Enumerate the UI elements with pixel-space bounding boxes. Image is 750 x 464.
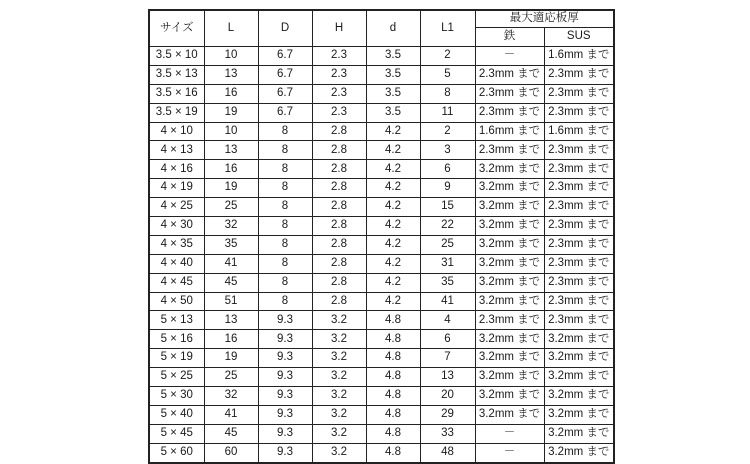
cell-h: 2.8 — [312, 235, 366, 254]
cell-d: 4.2 — [366, 273, 420, 292]
cell-l1: 22 — [420, 217, 475, 236]
table-row — [149, 65, 614, 84]
cell-l1: 5 — [420, 65, 475, 84]
cell-l: 25 — [204, 198, 258, 217]
cell-h: 2.8 — [312, 198, 366, 217]
cell-sus: 2.3mm まで — [544, 311, 614, 330]
cell-l1: 29 — [420, 405, 475, 424]
cell-iron: 3.2mm まで — [475, 217, 544, 236]
cell-l1: 13 — [420, 368, 475, 387]
table-row — [149, 179, 614, 198]
table-row — [149, 141, 614, 160]
cell-h: 3.2 — [312, 349, 366, 368]
cell-d: 4.2 — [366, 141, 420, 160]
table-row — [149, 405, 614, 424]
cell-size: 5 × 60 — [149, 443, 204, 462]
cell-d: 9.3 — [258, 311, 312, 330]
cell-size: 5 × 45 — [149, 424, 204, 443]
cell-sus: 3.2mm まで — [544, 387, 614, 406]
cell-size: 4 × 50 — [149, 292, 204, 311]
cell-l: 16 — [204, 330, 258, 349]
table-row — [149, 103, 614, 122]
cell-l: 32 — [204, 387, 258, 406]
cell-d: 8 — [258, 122, 312, 141]
cell-d: 4.8 — [366, 424, 420, 443]
cell-h: 3.2 — [312, 387, 366, 406]
cell-l: 16 — [204, 84, 258, 103]
cell-size: 4 × 45 — [149, 273, 204, 292]
table-row — [149, 368, 614, 387]
cell-d: 4.8 — [366, 330, 420, 349]
cell-h: 2.8 — [312, 217, 366, 236]
cell-d: 6.7 — [258, 65, 312, 84]
cell-sus: 3.2mm まで — [544, 349, 614, 368]
cell-d: 4.2 — [366, 198, 420, 217]
cell-h: 3.2 — [312, 405, 366, 424]
header-H: H — [312, 10, 366, 47]
cell-sus: 2.3mm まで — [544, 217, 614, 236]
cell-size: 4 × 13 — [149, 141, 204, 160]
cell-d: 4.2 — [366, 292, 420, 311]
cell-d: 8 — [258, 198, 312, 217]
cell-size: 5 × 19 — [149, 349, 204, 368]
table-row — [149, 160, 614, 179]
cell-iron: 2.3mm まで — [475, 141, 544, 160]
table-row — [149, 84, 614, 103]
cell-l: 32 — [204, 217, 258, 236]
cell-l: 10 — [204, 122, 258, 141]
cell-h: 2.3 — [312, 47, 366, 66]
cell-size: 4 × 19 — [149, 179, 204, 198]
cell-d: 8 — [258, 254, 312, 273]
cell-iron: － — [475, 47, 544, 66]
cell-sus: 2.3mm まで — [544, 292, 614, 311]
cell-d: 6.7 — [258, 103, 312, 122]
table-body — [149, 47, 614, 463]
cell-l: 51 — [204, 292, 258, 311]
cell-l: 25 — [204, 368, 258, 387]
cell-l: 13 — [204, 65, 258, 84]
cell-sus: 2.3mm まで — [544, 141, 614, 160]
cell-iron: 2.3mm まで — [475, 103, 544, 122]
cell-sus: 2.3mm まで — [544, 65, 614, 84]
cell-sus: 1.6mm まで — [544, 122, 614, 141]
cell-h: 3.2 — [312, 368, 366, 387]
cell-d: 3.5 — [366, 103, 420, 122]
cell-h: 2.8 — [312, 179, 366, 198]
cell-size: 3.5 × 16 — [149, 84, 204, 103]
header-d: d — [366, 10, 420, 47]
cell-size: 4 × 35 — [149, 235, 204, 254]
cell-size: 4 × 40 — [149, 254, 204, 273]
cell-d: 9.3 — [258, 424, 312, 443]
cell-sus: 2.3mm まで — [544, 160, 614, 179]
table-row — [149, 254, 614, 273]
cell-size: 4 × 30 — [149, 217, 204, 236]
table-row — [149, 47, 614, 66]
cell-l1: 33 — [420, 424, 475, 443]
cell-sus: 2.3mm まで — [544, 198, 614, 217]
cell-d: 4.8 — [366, 443, 420, 462]
table-row — [149, 235, 614, 254]
cell-d: 6.7 — [258, 47, 312, 66]
cell-h: 2.8 — [312, 273, 366, 292]
table-row — [149, 424, 614, 443]
cell-sus: 2.3mm まで — [544, 254, 614, 273]
cell-l: 41 — [204, 254, 258, 273]
cell-sus: 2.3mm まで — [544, 273, 614, 292]
cell-d: 4.8 — [366, 368, 420, 387]
cell-l1: 25 — [420, 235, 475, 254]
cell-d: 8 — [258, 292, 312, 311]
cell-l: 19 — [204, 179, 258, 198]
cell-h: 3.2 — [312, 311, 366, 330]
cell-size: 5 × 30 — [149, 387, 204, 406]
cell-iron: 3.2mm まで — [475, 235, 544, 254]
cell-iron: 3.2mm まで — [475, 198, 544, 217]
cell-d: 4.8 — [366, 311, 420, 330]
cell-l: 10 — [204, 47, 258, 66]
header-sus: SUS — [544, 28, 614, 47]
cell-sus: 3.2mm まで — [544, 330, 614, 349]
cell-d: 9.3 — [258, 368, 312, 387]
cell-iron: 1.6mm まで — [475, 122, 544, 141]
cell-size: 5 × 16 — [149, 330, 204, 349]
cell-l: 16 — [204, 160, 258, 179]
cell-d: 9.3 — [258, 405, 312, 424]
cell-l1: 20 — [420, 387, 475, 406]
cell-l: 13 — [204, 141, 258, 160]
cell-iron: － — [475, 424, 544, 443]
cell-l1: 31 — [420, 254, 475, 273]
cell-l: 45 — [204, 273, 258, 292]
cell-iron: 3.2mm まで — [475, 387, 544, 406]
header-size: サイズ — [149, 10, 204, 47]
cell-iron: 3.2mm まで — [475, 292, 544, 311]
cell-l1: 6 — [420, 330, 475, 349]
cell-iron: 2.3mm まで — [475, 65, 544, 84]
cell-d: 8 — [258, 217, 312, 236]
cell-l1: 48 — [420, 443, 475, 462]
cell-l1: 2 — [420, 47, 475, 66]
table-row — [149, 443, 614, 462]
cell-l: 19 — [204, 349, 258, 368]
cell-sus: 3.2mm まで — [544, 368, 614, 387]
header-D: D — [258, 10, 312, 47]
header-L1: L1 — [420, 10, 475, 47]
cell-l1: 8 — [420, 84, 475, 103]
cell-iron: 3.2mm まで — [475, 160, 544, 179]
cell-sus: 2.3mm まで — [544, 84, 614, 103]
cell-d: 3.5 — [366, 65, 420, 84]
cell-sus: 2.3mm まで — [544, 103, 614, 122]
cell-size: 5 × 25 — [149, 368, 204, 387]
cell-l1: 4 — [420, 311, 475, 330]
cell-d: 3.5 — [366, 47, 420, 66]
cell-iron: － — [475, 443, 544, 462]
cell-l1: 11 — [420, 103, 475, 122]
cell-d: 3.5 — [366, 84, 420, 103]
screw-spec-table — [148, 9, 615, 464]
cell-l1: 2 — [420, 122, 475, 141]
cell-l: 35 — [204, 235, 258, 254]
cell-d: 8 — [258, 235, 312, 254]
cell-iron: 2.3mm まで — [475, 84, 544, 103]
cell-d: 8 — [258, 160, 312, 179]
cell-iron: 3.2mm まで — [475, 349, 544, 368]
cell-h: 3.2 — [312, 424, 366, 443]
cell-l: 41 — [204, 405, 258, 424]
cell-iron: 3.2mm まで — [475, 273, 544, 292]
cell-iron: 3.2mm まで — [475, 254, 544, 273]
table-row — [149, 198, 614, 217]
cell-d: 4.2 — [366, 254, 420, 273]
cell-h: 2.3 — [312, 65, 366, 84]
cell-size: 4 × 10 — [149, 122, 204, 141]
cell-d: 4.2 — [366, 217, 420, 236]
cell-d: 9.3 — [258, 349, 312, 368]
table-row — [149, 122, 614, 141]
cell-l1: 3 — [420, 141, 475, 160]
cell-d: 4.8 — [366, 349, 420, 368]
cell-d: 6.7 — [258, 84, 312, 103]
cell-size: 3.5 × 19 — [149, 103, 204, 122]
header-iron: 鉄 — [475, 28, 544, 47]
cell-l1: 41 — [420, 292, 475, 311]
cell-iron: 3.2mm まで — [475, 368, 544, 387]
cell-sus: 2.3mm まで — [544, 235, 614, 254]
cell-iron: 3.2mm まで — [475, 179, 544, 198]
cell-l: 13 — [204, 311, 258, 330]
cell-iron: 3.2mm まで — [475, 330, 544, 349]
cell-d: 4.2 — [366, 160, 420, 179]
cell-d: 4.2 — [366, 235, 420, 254]
cell-h: 2.3 — [312, 84, 366, 103]
cell-iron: 3.2mm まで — [475, 405, 544, 424]
cell-d: 4.8 — [366, 405, 420, 424]
table-row — [149, 217, 614, 236]
cell-l: 19 — [204, 103, 258, 122]
cell-sus: 1.6mm まで — [544, 47, 614, 66]
cell-d: 8 — [258, 273, 312, 292]
cell-size: 4 × 25 — [149, 198, 204, 217]
header-L: L — [204, 10, 258, 47]
cell-size: 5 × 13 — [149, 311, 204, 330]
table-row — [149, 273, 614, 292]
cell-l1: 7 — [420, 349, 475, 368]
cell-d: 4.2 — [366, 179, 420, 198]
cell-h: 2.8 — [312, 122, 366, 141]
cell-h: 2.8 — [312, 160, 366, 179]
cell-d: 9.3 — [258, 330, 312, 349]
cell-h: 3.2 — [312, 330, 366, 349]
cell-size: 4 × 16 — [149, 160, 204, 179]
table-row — [149, 311, 614, 330]
table-row — [149, 330, 614, 349]
cell-l: 60 — [204, 443, 258, 462]
cell-d: 8 — [258, 141, 312, 160]
cell-size: 5 × 40 — [149, 405, 204, 424]
cell-iron: 2.3mm まで — [475, 311, 544, 330]
cell-h: 2.8 — [312, 254, 366, 273]
cell-d: 4.8 — [366, 387, 420, 406]
table-row — [149, 387, 614, 406]
cell-h: 2.8 — [312, 292, 366, 311]
cell-h: 2.3 — [312, 103, 366, 122]
cell-h: 3.2 — [312, 443, 366, 462]
cell-l1: 9 — [420, 179, 475, 198]
cell-sus: 2.3mm まで — [544, 179, 614, 198]
cell-l: 45 — [204, 424, 258, 443]
table-row — [149, 349, 614, 368]
cell-l1: 15 — [420, 198, 475, 217]
header-max-thickness: 最大適応板厚 — [475, 10, 614, 28]
cell-size: 3.5 × 13 — [149, 65, 204, 84]
cell-sus: 3.2mm まで — [544, 424, 614, 443]
cell-d: 4.2 — [366, 122, 420, 141]
table-header — [149, 10, 614, 47]
cell-size: 3.5 × 10 — [149, 47, 204, 66]
cell-d: 9.3 — [258, 387, 312, 406]
cell-h: 2.8 — [312, 141, 366, 160]
cell-d: 9.3 — [258, 443, 312, 462]
cell-l1: 35 — [420, 273, 475, 292]
cell-sus: 3.2mm まで — [544, 405, 614, 424]
table-row — [149, 292, 614, 311]
cell-sus: 3.2mm まで — [544, 443, 614, 462]
cell-d: 8 — [258, 179, 312, 198]
cell-l1: 6 — [420, 160, 475, 179]
